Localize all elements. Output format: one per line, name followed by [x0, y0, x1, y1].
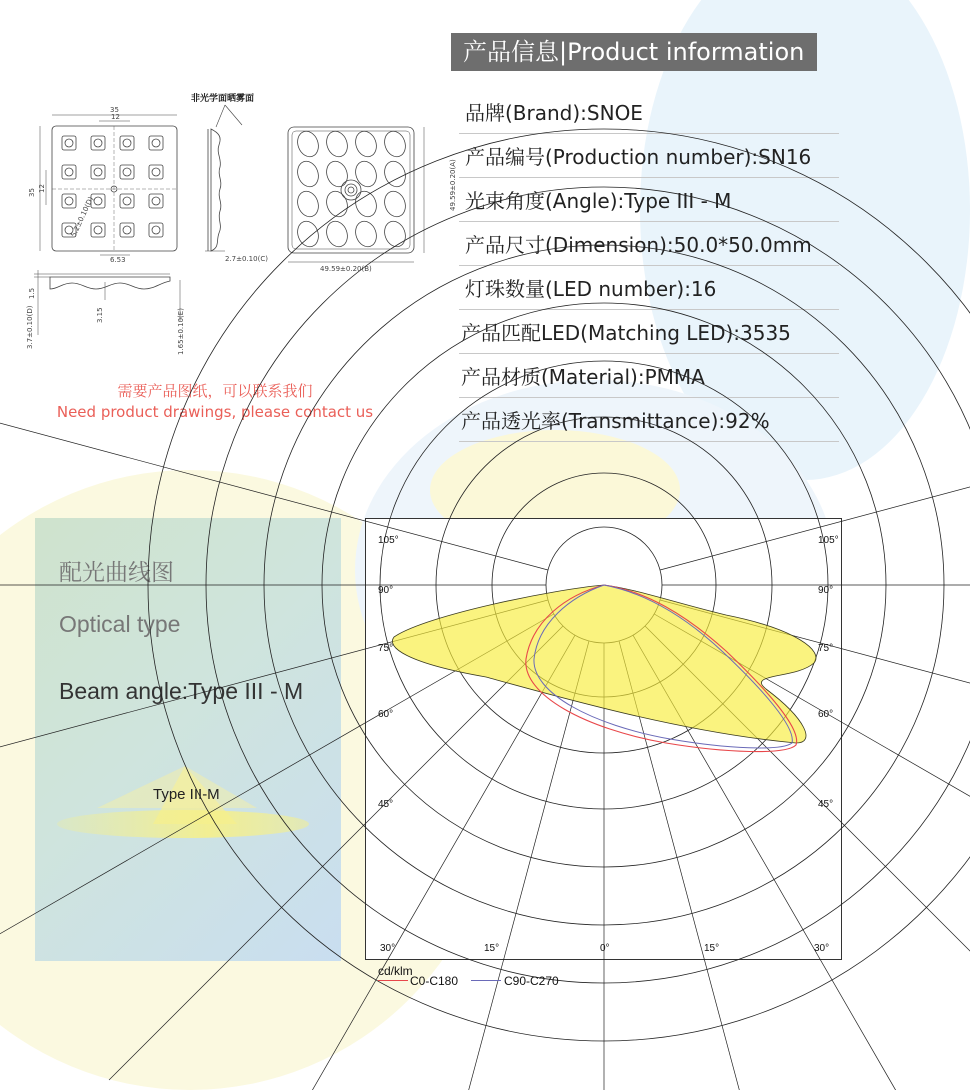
dim-4959-a: 49.59±0.20(A): [449, 159, 457, 211]
legend-c0: C0-C180: [410, 974, 459, 988]
polar-angle-label-right: 105°: [818, 535, 839, 546]
polar-bottom-label: 15°: [484, 943, 500, 954]
drawing-led-dot: [94, 168, 102, 176]
polar-angle-label-left: 60°: [378, 709, 394, 720]
drawing-lens-cell: [323, 158, 351, 189]
legend-c90: C90-C270: [504, 974, 559, 988]
contact-note-en: Need product drawings, please contact us: [56, 403, 374, 421]
drawing-led-dot: [94, 139, 102, 147]
drawing-led-dot: [94, 226, 102, 234]
dim-52: 5.2±0.10(D): [69, 195, 96, 239]
drawing-led-dot: [152, 197, 160, 205]
info-brand: 品牌(Brand):SNOE: [459, 90, 839, 134]
polar-bottom-label: 15°: [704, 943, 720, 954]
legend-line-c0: [378, 980, 408, 981]
drawing-led-pad: [91, 165, 105, 179]
drawing-led-dot: [94, 197, 102, 205]
info-matching-led: 产品匹配LED(Matching LED):3535: [459, 310, 839, 354]
drawing-led-dot: [123, 139, 131, 147]
drawing-led-pad: [120, 223, 134, 237]
info-led-number: 灯珠数量(LED number):16: [459, 266, 839, 310]
legend-unit: cd/klm: [378, 964, 413, 978]
polar-bottom-label: 30°: [380, 943, 396, 954]
polar-chart: [365, 518, 842, 960]
drawing-lens-cell: [323, 218, 351, 249]
drawing-led-pad: [149, 165, 163, 179]
top-view: [40, 115, 177, 255]
drawing-lens-cell: [381, 218, 409, 249]
drawing-led-pad: [91, 223, 105, 237]
drawing-lens-cell: [323, 128, 351, 159]
drawing-led-pad: [91, 136, 105, 150]
info-material: 产品材质(Material):PMMA: [459, 354, 839, 398]
drawing-lens-cell: [294, 128, 322, 159]
info-production-number: 产品编号(Production number):SN16: [459, 134, 839, 178]
drawing-lens-cell: [352, 128, 380, 159]
polar-bottom-label: 0°: [600, 943, 610, 954]
polar-angle-label-right: 60°: [818, 709, 834, 720]
drawing-led-dot: [65, 197, 73, 205]
drawing-led-dot: [152, 226, 160, 234]
drawing-lens-cell: [294, 158, 322, 189]
drawing-led-pad: [149, 223, 163, 237]
drawing-led-pad: [62, 194, 76, 208]
dim-4959-b: 49.59±0.20(B): [320, 265, 372, 273]
beam-angle: Beam angle:Type III - M: [59, 678, 304, 704]
drawing-lens-cell: [352, 218, 380, 249]
product-info-title: 产品信息|Product information: [451, 33, 817, 71]
polar-angle-label-left: 90°: [378, 585, 394, 596]
drawing-lens-cell: [294, 218, 322, 249]
drawing-led-pad: [120, 136, 134, 150]
beam-type-label: Type III-M: [153, 786, 220, 803]
polar-angle-label-left: 75°: [378, 643, 394, 654]
polar-angle-label-right: 45°: [818, 799, 834, 810]
dim-35-v: 35: [28, 188, 36, 197]
drawing-led-pad: [120, 194, 134, 208]
drawing-note: 非光学面晒雾面: [191, 94, 255, 104]
drawing-led-dot: [152, 168, 160, 176]
dim-35: 35: [110, 106, 119, 114]
drawing-led-pad: [149, 136, 163, 150]
legend-line-c90: [471, 980, 501, 981]
dim-653: 6.53: [110, 256, 126, 264]
dim-12: 12: [111, 113, 120, 121]
optical-panel: [35, 518, 341, 961]
technical-drawing: [20, 85, 457, 355]
polar-angle-label-right: 75°: [818, 643, 834, 654]
dim-165: 1.65±0.10(E): [177, 308, 185, 355]
info-dimension: 产品尺寸(Dimension):50.0*50.0mm: [459, 222, 839, 266]
info-angle: 光束角度(Angle):Type III - M: [459, 178, 839, 222]
drawing-led-dot: [65, 168, 73, 176]
contact-note-cn: 需要产品图纸，可以联系我们: [117, 382, 313, 400]
drawing-lens-cell: [381, 188, 409, 219]
optical-title-en: Optical type: [59, 611, 181, 637]
drawing-led-pad: [120, 165, 134, 179]
product-info-list: [459, 90, 839, 442]
drawing-lens-cell: [381, 128, 409, 159]
drawing-led-dot: [123, 226, 131, 234]
drawing-led-pad: [149, 194, 163, 208]
polar-angle-label-left: 105°: [378, 535, 399, 546]
drawing-led-dot: [123, 168, 131, 176]
dim-315: 3.15: [96, 307, 104, 323]
dim-27: 2.7±0.10(C): [225, 255, 268, 263]
polar-bottom-label: 30°: [814, 943, 830, 954]
dim-12-v: 12: [38, 184, 46, 193]
drawing-led-pad: [62, 165, 76, 179]
lens-view: [288, 127, 424, 262]
polar-angle-label-left: 45°: [378, 799, 394, 810]
optical-title-cn: 配光曲线图: [59, 560, 174, 586]
dim-37: 3.7±0.10(D): [26, 305, 34, 349]
drawing-led-dot: [123, 197, 131, 205]
drawing-led-dot: [65, 139, 73, 147]
dim-15: 1.5: [28, 287, 36, 299]
front-view: [34, 270, 180, 335]
drawing-led-pad: [62, 136, 76, 150]
drawing-lens-cell: [294, 188, 322, 219]
polar-angle-label-right: 90°: [818, 585, 834, 596]
info-transmittance: 产品透光率(Transmittance):92%: [459, 398, 839, 442]
drawing-lens-cell: [352, 158, 380, 189]
side-view: [205, 129, 225, 251]
drawing-led-dot: [152, 139, 160, 147]
